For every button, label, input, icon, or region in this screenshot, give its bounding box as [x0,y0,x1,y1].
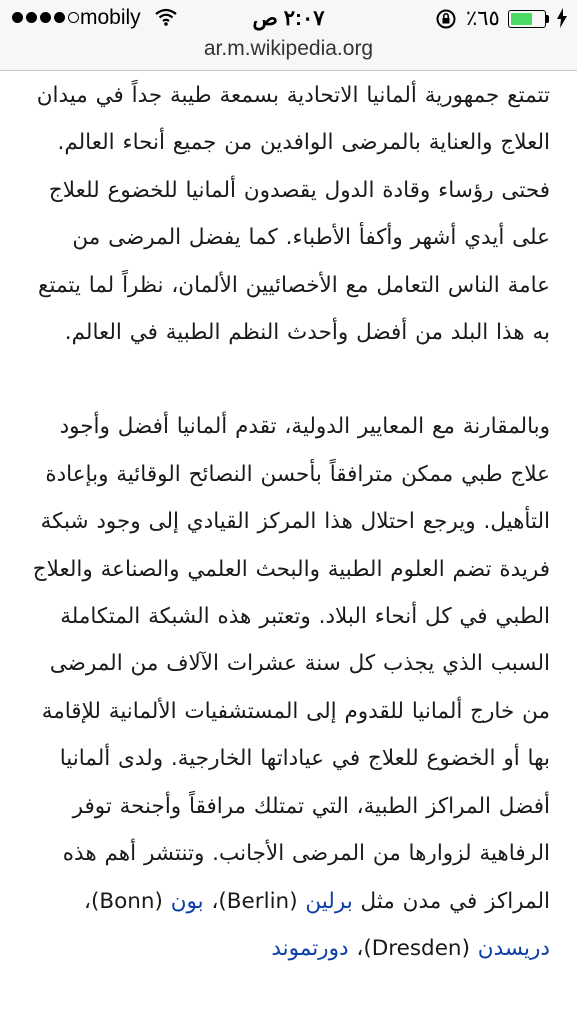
carrier-name: mobily [80,6,141,29]
link-dortmund[interactable]: دورتموند [271,935,349,961]
separator: ، [203,888,219,914]
link-bonn[interactable]: بون [170,888,204,914]
link-dresden[interactable]: دريسدن [477,935,550,961]
battery-icon [508,10,546,28]
browser-top-bar [0,0,577,71]
charging-icon [556,8,568,34]
clock: ٢:٠٧ ص [252,7,325,30]
battery-percent: ٪٦٥ [466,7,500,30]
battery-level-fill [511,13,532,25]
battery-tip [546,15,549,23]
rotation-lock-icon [435,8,457,36]
article-paragraph: تتمتع جمهورية ألمانيا الاتحادية بسمعة طيبة جداً في ميدان العلاج والعناية بالمرضى الوافدين من جميع أنحاء العالم. فحتى رؤساء وقادة الدول يقصدون ألمانيا للخضوع للعلاج على أيدي أشهر وأكفأ الأطباء. كما يفضل المرضى من عامة الناس التعامل مع الأخصائيين الألمان، نظراً لما يتمتع به هذا البلد من أفضل وأحدث النظم الطبية في العالم. [36,83,550,346]
status-bar [0,0,577,38]
separator: ، [348,935,364,961]
article-paragraph [30,403,550,972]
article-content [30,72,550,972]
paragraph-text: وبالمقارنة مع المعايير الدولية، تقدم ألمانيا أفضل وأجود علاج طبي ممكن مترافقاً بأحسن النصائح الوقائية وبإعادة التأهيل. ويرجع احتلال هذا المركز القيادي إلى وجود شبكة فريدة تضم العلوم الطبية والبحث العلمي والصناعة والعلاج الطبي في كل أنحاء البلاد. وتعتبر هذه الشبكة المتكاملة السبب الذي يجذب كل سنة عشرات الآلاف من المرضى من خارج ألمانيا للقدوم إلى المستشفيات الألمانية للإقامة بها أو الخضوع للعلاج في عياداتها الخارجية. ولدى ألمانيا أفضل المراكز الطبية، التي تمتلك مرافقاً وأجنحة توفر الرفاهية لزوارها من المرضى الأجانب. وتنتشر أهم هذه المراكز في مدن مثل [32,414,550,914]
bonn-latin-text: (Bonn) [90,888,163,914]
dresden-latin-text: (Dresden) [363,935,470,961]
berlin-latin-text: (Berlin) [218,888,298,914]
address-bar-url[interactable]: ar.m.wikipedia.org [203,37,374,60]
link-berlin[interactable]: برلين [305,888,353,914]
separator: ، [83,888,91,914]
